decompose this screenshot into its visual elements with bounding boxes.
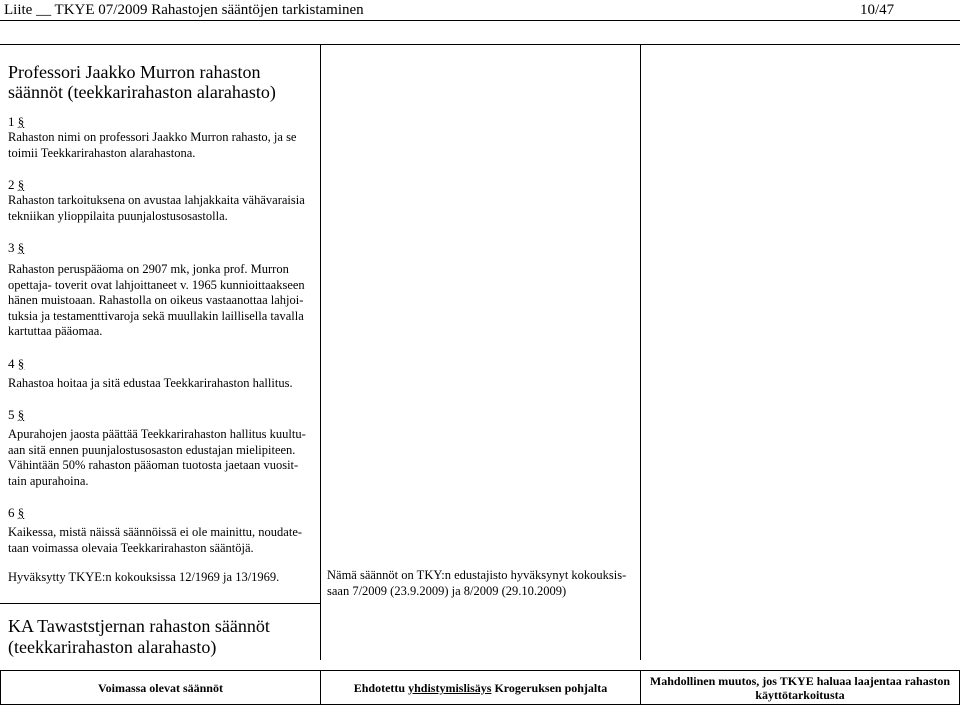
section-body-3	[8, 262, 313, 340]
section-heading-4	[8, 356, 313, 372]
rules-title	[8, 62, 313, 102]
section-heading-6	[8, 505, 313, 521]
section-number: 5	[8, 407, 15, 422]
column-footer	[0, 670, 960, 706]
text-line: tain apurahoina.	[8, 473, 89, 488]
next-rules-title-line1: KA Tawaststjernan rahaston säännöt	[8, 616, 270, 636]
footer-underlined-text: yhdistymislisäys	[408, 680, 492, 695]
rules-title-line2: säännöt (teekkarirahaston alarahasto)	[8, 82, 276, 102]
text-line: tekniikan ylioppilaita puunjalostusosastolla.	[8, 208, 228, 223]
footer-label	[354, 681, 608, 695]
section-mark: §	[17, 407, 25, 422]
footer-label: Voimassa olevat säännöt	[98, 680, 223, 695]
footer-label	[650, 674, 950, 702]
footer-proposed-addition	[320, 670, 641, 705]
assembly-approval-note	[327, 568, 637, 599]
column-divider-2	[640, 44, 641, 660]
section-mark: §	[17, 177, 25, 192]
section-number: 3	[8, 240, 15, 255]
footer-text: Krogeruksen pohjalta	[491, 680, 608, 695]
section-number: 1	[8, 114, 15, 129]
text-line: Nämä säännöt on TKY:n edustajisto hyväksynyt kokouksis-	[327, 568, 627, 582]
page-number: 10/47	[860, 2, 895, 18]
text-line: toimii Teekkarirahaston alarahastona.	[8, 145, 196, 160]
footer-text: käyttötarkoitusta	[755, 687, 845, 702]
footer-text: Mahdollinen muutos, jos TKYE haluaa laajentaa rahaston	[649, 673, 951, 688]
section-body-6	[8, 525, 313, 556]
text-line: Vähintään 50% rahaston pääoman tuotosta jaetaan vuosit-	[8, 458, 299, 472]
text-line: opettaja- toverit ovat lahjoittaneet v. 1965 kunnioittaakseen	[8, 277, 305, 292]
section-mark: §	[17, 240, 25, 255]
section-number: 4	[8, 355, 15, 371]
section-number: 2	[8, 177, 15, 192]
section-mark: §	[17, 114, 25, 129]
table-top-border	[0, 44, 960, 45]
section-heading-5	[8, 407, 313, 423]
next-rules-title-line2: (teekkarirahaston alarahasto)	[8, 637, 217, 657]
section-heading-1	[8, 114, 313, 130]
text-line: taan voimassa olevaia Teekkarirahaston sääntöjä.	[8, 540, 254, 555]
section-body-1	[8, 130, 313, 161]
section-mark: §	[17, 505, 25, 520]
text-line: saan 7/2009 (23.9.2009) ja 8/2009 (29.10.2009)	[327, 583, 567, 598]
section-mark: §	[17, 355, 25, 371]
header-rule	[0, 20, 960, 21]
approval-note: Hyväksytty TKYE:n kokouksissa 12/1969 ja 13/1969.	[8, 570, 280, 584]
current-rules-column	[8, 62, 313, 586]
footer-current-rules	[0, 670, 321, 705]
section-heading-3	[8, 240, 313, 256]
header-title: Liite __ TKYE 07/2009 Rahastojen sääntöjen tarkistaminen	[4, 2, 364, 18]
text-line: tuksia ja testamenttivaroja sekä muullakin laillisella tavalla	[8, 308, 304, 323]
section-body-2	[8, 193, 313, 224]
text-line: aan sitä ennen puunjalostusosaston edustajan mielipiteen.	[8, 442, 296, 457]
text-line: Apurahojen jaosta päättää Teekkarirahaston hallitus kuultu-	[8, 427, 306, 441]
text-line: kartuttaa pääomaa.	[8, 324, 103, 338]
next-rules-title	[8, 616, 328, 658]
text-line: Rahaston nimi on professori Jaakko Murron rahasto, ja se	[8, 130, 297, 144]
row-divider	[0, 603, 320, 604]
section-number: 6	[8, 505, 15, 520]
section-heading-2	[8, 177, 313, 193]
text-line: Kaikessa, mistä näissä säännöissä ei ole mainittu, noudate-	[8, 525, 303, 539]
column-divider-1	[320, 44, 321, 660]
page-header	[0, 0, 960, 20]
footer-text: Ehdotettu	[353, 680, 409, 695]
text-line: hänen muistoaan. Rahastolla on oikeus vastaanottaa lahjoi-	[8, 293, 304, 307]
text-line: Rahaston tarkoituksena on avustaa lahjakkaita vähävaraisia	[8, 193, 305, 207]
footer-possible-change	[640, 670, 960, 705]
rules-title-line1: Professori Jaakko Murron rahaston	[8, 62, 261, 82]
section-body-5	[8, 427, 313, 489]
text-line: Rahaston peruspääoma on 2907 mk, jonka prof. Murron	[8, 262, 289, 276]
text-line: Rahastoa hoitaa ja sitä edustaa Teekkarirahaston hallitus.	[8, 375, 293, 390]
section-body-4	[8, 376, 313, 392]
